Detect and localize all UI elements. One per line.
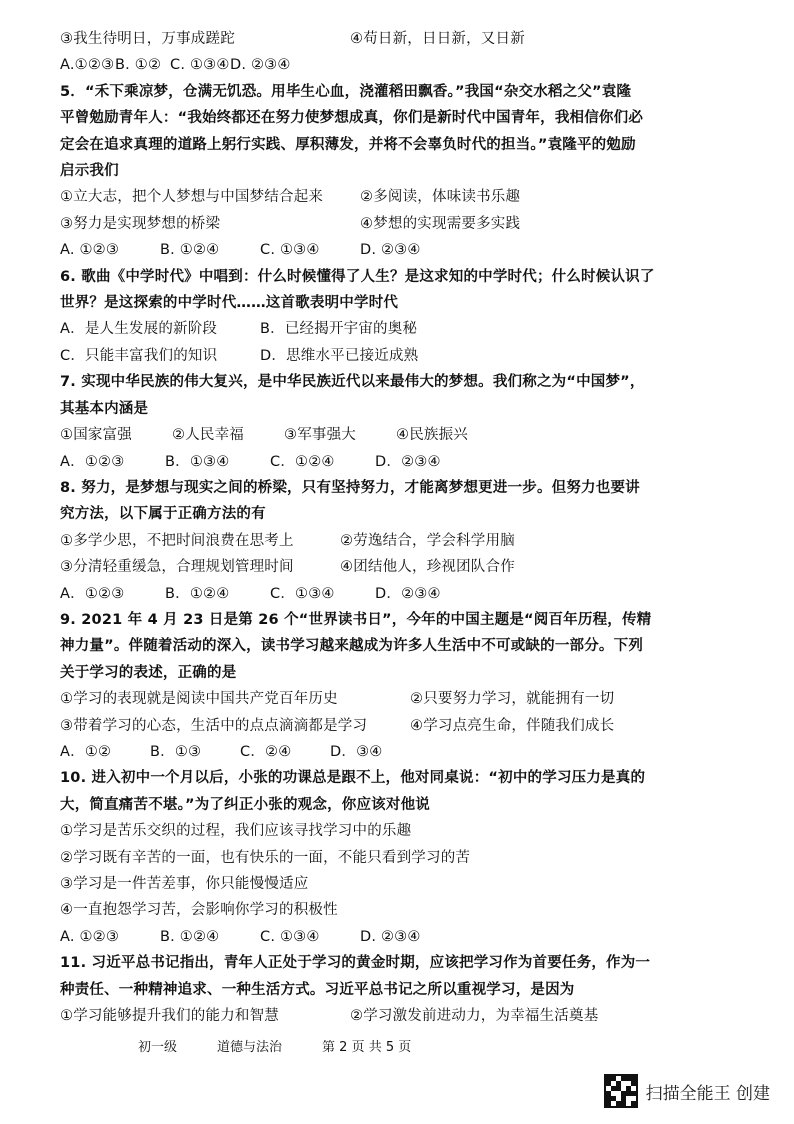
- question-text-line: 5．“禾下乘凉梦，仓满无饥恐。用毕生心血，浇灌稻田飘香。”我国“杂交水稻之父”袁隆: [60, 83, 632, 100]
- question-text-line: 定会在追求真理的道路上躬行实践、厚积薄发，并将不会辜负时代的担当。”袁隆平的勉励: [60, 136, 636, 153]
- option-row: [60, 449, 760, 475]
- option-item: D．③④: [330, 743, 383, 760]
- question-text-line: 平曾勉励青年人：“我始终都还在努力使梦想成真，你们是新时代中国青年，我相信你们必: [60, 110, 644, 127]
- option-item: ④梦想的实现需要多实践: [360, 215, 521, 232]
- option-row: [60, 211, 760, 237]
- option-row: [60, 528, 760, 554]
- option-row: [60, 1003, 760, 1029]
- option-item: A．是人生发展的新阶段: [60, 321, 218, 338]
- option-row: [60, 237, 760, 263]
- option-statement: ④一直抱怨学习苦，会影响你学习的积极性: [60, 902, 338, 919]
- question-text-line: 关于学习的表述，正确的是: [60, 664, 237, 681]
- option-item: ④苟日新，日日新，又日新: [350, 31, 525, 47]
- option-row: [60, 739, 760, 765]
- scanner-watermark: [604, 1074, 770, 1108]
- option-row: [60, 343, 760, 369]
- option-item: B. ①②: [115, 57, 162, 74]
- footer-grade: 初一级: [138, 1040, 178, 1055]
- option-statement: ①学习是苦乐交织的过程，我们应该寻找学习中的乐趣: [60, 823, 412, 840]
- option-row: [60, 52, 760, 78]
- option-item: ③分清轻重缓急，合理规划管理时间: [60, 559, 294, 576]
- option-item: A．①②: [60, 743, 112, 760]
- option-item: D．思维水平已接近成熟: [260, 347, 419, 364]
- exam-page-body: [60, 26, 760, 1029]
- option-item: C．②④: [240, 743, 292, 760]
- question-text-line: 11. 习近平总书记指出，青年人正处于学习的黄金时期，应该把学习作为首要任务，作为一: [60, 955, 651, 972]
- option-item: C．①③④: [270, 585, 335, 602]
- page-footer: [138, 1036, 411, 1055]
- option-row: [60, 184, 760, 210]
- footer-page-info: 第 2 页 共 5 页: [322, 1040, 412, 1055]
- option-item: ③带着学习的心态，生活中的点点滴滴都是学习: [60, 717, 368, 734]
- option-item: B．①③: [150, 743, 202, 760]
- option-item: ④团结他人，珍视团队合作: [340, 559, 515, 576]
- option-item: ③努力是实现梦想的桥梁: [60, 215, 221, 232]
- option-item: ①学习的表现就是阅读中国共产党百年历史: [60, 691, 338, 708]
- option-item: A. ①②③: [60, 242, 120, 259]
- option-item: A．①②③: [60, 585, 125, 602]
- option-row: [60, 316, 760, 342]
- option-item: ②多阅读，体味读书乐趣: [360, 189, 521, 206]
- option-item: A. ①②③: [60, 928, 120, 945]
- option-row: [60, 924, 760, 950]
- footer-subject: 道德与法治: [217, 1040, 283, 1055]
- option-item: ①立大志，把个人梦想与中国梦结合起来: [60, 189, 324, 206]
- option-item: A．①②③: [60, 453, 125, 470]
- option-row: [60, 26, 760, 52]
- question-text-line: 启示我们: [60, 163, 119, 180]
- option-item: B．①③④: [165, 453, 230, 470]
- question-text-line: 世界？是这探索的中学时代……这首歌表明中学时代: [60, 295, 399, 312]
- option-item: ④民族振兴: [396, 427, 468, 444]
- option-item: ①多学少思，不把时间浪费在思考上: [60, 532, 294, 549]
- question-text-line: 种责任、一种精神追求、一种生活方式。习近平总书记之所以重视学习，是因为: [60, 981, 575, 998]
- question-text-line: 神力量”。伴随着活动的深入，读书学习越来越成为许多人生活中不可或缺的一部分。下列: [60, 638, 644, 655]
- option-item: D. ②③④: [360, 242, 421, 259]
- option-item: ①学习能够提升我们的能力和智慧: [60, 1008, 279, 1025]
- option-row: [60, 554, 760, 580]
- qr-code-icon: [604, 1074, 638, 1108]
- question-text-line: 8. 努力，是梦想与现实之间的桥梁，只有坚持努力，才能离梦想更进一步。但努力也要讲: [60, 479, 640, 496]
- option-item: D．②③④: [375, 453, 441, 470]
- option-item: ①国家富强: [60, 427, 132, 444]
- question-text-line: 10. 进入初中一个月以后，小张的功课总是跟不上，他对同桌说：“初中的学习压力是真的: [60, 770, 646, 787]
- option-row: [60, 713, 760, 739]
- option-item: D. ②③④: [360, 928, 421, 945]
- question-text-line: 大，简直痛苦不堪。”为了纠正小张的观念，你应该对他说: [60, 796, 430, 813]
- option-item: B．①②④: [165, 585, 230, 602]
- option-item: ③我生待明日，万事成蹉跎: [60, 31, 235, 47]
- option-item: C. ①③④: [260, 242, 320, 259]
- option-item: C．只能丰富我们的知识: [60, 347, 218, 364]
- option-item: C. ①③④: [170, 57, 230, 74]
- option-item: ②人民幸福: [172, 427, 244, 444]
- option-item: ②只要努力学习，就能拥有一切: [410, 691, 615, 708]
- question-text-line: 究方法，以下属于正确方法的有: [60, 506, 266, 523]
- option-item: B．已经揭开宇宙的奥秘: [260, 321, 418, 338]
- option-item: B. ①②④: [160, 928, 220, 945]
- question-text-line: 7. 实现中华民族的伟大复兴，是中华民族近代以来最伟大的梦想。我们称之为“中国梦”，: [60, 374, 645, 391]
- option-item: B. ①②④: [160, 242, 220, 259]
- option-statement: ②学习既有辛苦的一面，也有快乐的一面，不能只看到学习的苦: [60, 849, 471, 866]
- option-statement: ③学习是一件苦差事，你只能慢慢适应: [60, 876, 309, 892]
- watermark-text: 扫描全能王 创建: [645, 1083, 770, 1104]
- question-text-line: 6. 歌曲《中学时代》中唱到：什么时候懂得了人生？是这求知的中学时代；什么时候认识了: [60, 268, 655, 285]
- option-item: ④学习点亮生命，伴随我们成长: [410, 717, 615, 734]
- option-item: A.①②③: [60, 57, 115, 74]
- option-item: ②劳逸结合，学会科学用脑: [340, 532, 515, 549]
- option-row: [60, 686, 760, 712]
- option-item: C．①②④: [270, 453, 335, 470]
- option-row: [60, 422, 760, 448]
- question-text-line: 9. 2021 年 4 月 23 日是第 26 个“世界读书日”，今年的中国主题是“阅百年历程，传精: [60, 611, 652, 628]
- question-text-line: 其基本内涵是: [60, 400, 149, 417]
- option-item: ③军事强大: [284, 427, 356, 444]
- option-row: [60, 581, 760, 607]
- option-item: D．②③④: [375, 585, 441, 602]
- option-item: D. ②③④: [230, 57, 291, 74]
- option-item: C. ①③④: [260, 928, 320, 945]
- option-item: ②学习激发前进动力，为幸福生活奠基: [350, 1008, 599, 1025]
